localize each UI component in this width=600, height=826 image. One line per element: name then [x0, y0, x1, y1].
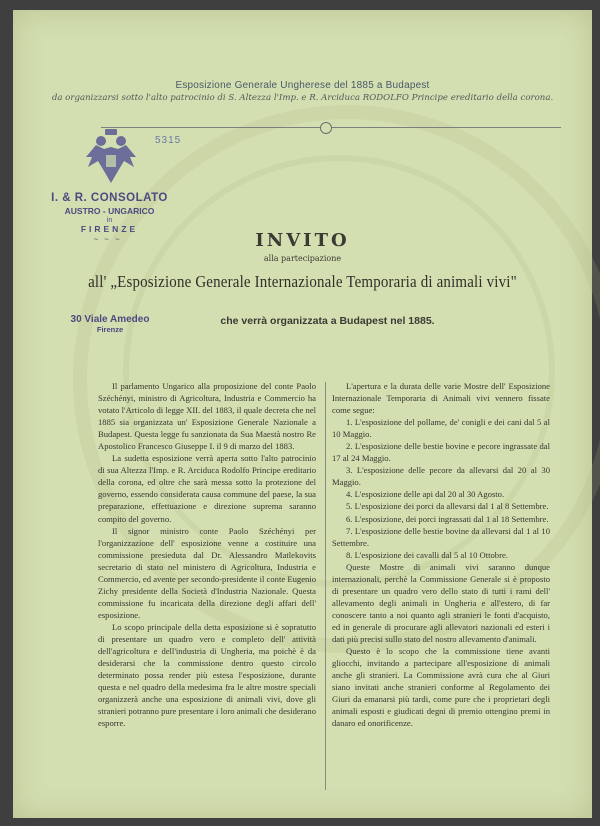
paragraph: Lo scopo principale della detta esposizione si è sopratutto di presentare un quadro vero e completo dell' attività dell'agricoltura e dell'industria di Ungheria, ma poichè è da desiderarsi che la commissione dentro questo circolo determinato possa render più estesa l'esposizione, durante questa e nel quadro della medesima fra le altre mostre speciali organizzerà anche una esposizione di animali vivi, dove gli stranieri potranno pure presentare i loro animali che desiderano esporre. [98, 621, 316, 729]
list-item: 1. L'esposizione del pollame, de' conigli e dei cani dal 5 al 10 Maggio. [332, 417, 550, 440]
title-subline: alla partecipazione [263, 254, 342, 263]
main-heading: all' „Esposizione Generale Internazionale Temporaria di animali vivi" [88, 272, 517, 291]
header-ornament [320, 122, 332, 134]
list-item: 7. L'esposizione delle bestie bovine da allevarsi dal 1 al 10 Settembre. [332, 525, 550, 548]
stamp-line-4: FIRENZE [80, 224, 139, 234]
paragraph: L'apertura e la durata delle varie Mostre dell' Esposizione Internazionale Temporaria di Animali vivi vennero fissate come segue: [332, 381, 550, 416]
list-item: 8. L'esposizione dei cavalli dal 5 al 10 Ottobre. [346, 549, 508, 560]
stamp-line-5: ~~~ [93, 235, 126, 244]
paragraph: Queste Mostre di animali vivi saranno dunque internazionali, perchè la Commissione Generale si è proposto di presentare un quadro vero dello stato di tutti i rami dell' allevamento degli animali in Ungheria e all'estero, di far conoscere tanto a noi quanto agli stranieri le fonti d'acquisto, ed in generale di procurare agli allevatori nazionali ed esteri i dati più precisi sullo stato del nostro allevamento d'animali. [332, 561, 550, 644]
double-headed-eagle-icon [84, 127, 138, 185]
list-item: 4. L'esposizione delle api dal 20 al 30 Agosto. [346, 489, 505, 500]
stamp-line-3: in [106, 217, 113, 224]
list-item: 2. L'esposizione delle bestie bovine e pecore ingrassate dal 17 al 24 Maggio. [332, 441, 550, 464]
column-divider [325, 382, 326, 790]
list-item: 3. L'esposizione delle pecore da allevarsi dal 20 al 30 Maggio. [332, 465, 550, 488]
address-line-2: Firenze [96, 325, 124, 334]
document-title: INVITO [255, 230, 350, 251]
paragraph: La sudetta esposizione verrà aperta sotto l'alto patrocinio di sua Altezza l'Imp. e R. Arciduca Rodolfo Principe ereditario della corona, ed oltre che sarà messa sotto la protezione del governo, essendo considerata causa commune del paese, la sua preparazione, effettuazione e direzione suprema saranno compito del governo. [98, 453, 316, 524]
address-line-1: 30 Viale Amedeo [70, 314, 150, 325]
header-exhibition-line: Esposizione Generale Ungherese del 1885 a Budapest [175, 80, 430, 91]
list-item: 5. L'esposizione dei porci da allevarsi dal 1 al 8 Settembre. [346, 501, 549, 512]
body-column-left [98, 380, 316, 729]
list-item: 6. L'esposizione, dei porci ingrassati dal 1 al 18 Settembre. [346, 513, 549, 524]
paragraph: Il signor ministro conte Paolo Széchényi per l'organizzazione dell' esposizione venne a costituire una commissione presieduta dal Dr. Alessandro Matlekovits secretario di stato nel ministero di Agricoltura, Industria e Commercio, ed avente per secondo-presidente il conte Eugenio Zichy presidente della Società d'Industria Nazionale. Questa commissione fu incaricata della direzione degli affari dell' esposizione. [98, 525, 316, 620]
stamp-number: 5315 [155, 135, 182, 146]
paragraph: Questo è lo scopo che la commissione tiene avanti gliocchi, invitando a partecipare all'esposizione di animali anche gli stranieri. La Commissione avrà cura che al Giuri siano invitati anche stranieri conforme al Regolamento dei Giuri da emanarsi più tardi, come pure che i proprietari degli animali esposti e giudicati degni di premio ottengino premi in danaro ed onorificenze. [332, 646, 550, 729]
header-patronage-line: da organizzarsi sotto l'alto patrocinio di S. Altezza l'Imp. e R. Arciduca RODOLFO Principe ereditario della corona. [51, 93, 554, 103]
stamp-line-1: I. & R. CONSOLATO [51, 192, 168, 204]
document-page [13, 10, 592, 818]
paragraph: Il parlamento Ungarico alla proposizione del conte Paolo Széchényi, ministro di Agricoltura, Industria e Commercio ha votato l'Articolo di legge XII. del 1883, il quale decreta che nel 1885 sia organizzata un' Esposizione Generale Nazionale a Budapest. Questa legge fu sanzionata da Sua Maestà nostro Re Apostolico Francesco Giuseppe I. il 9 di marzo del 1883. [98, 381, 316, 452]
sub-heading: che verrà organizzata a Budapest nel 1885. [220, 315, 435, 327]
body-column-right [332, 380, 550, 729]
stamp-line-2: AUSTRO - UNGARICO [64, 206, 155, 216]
